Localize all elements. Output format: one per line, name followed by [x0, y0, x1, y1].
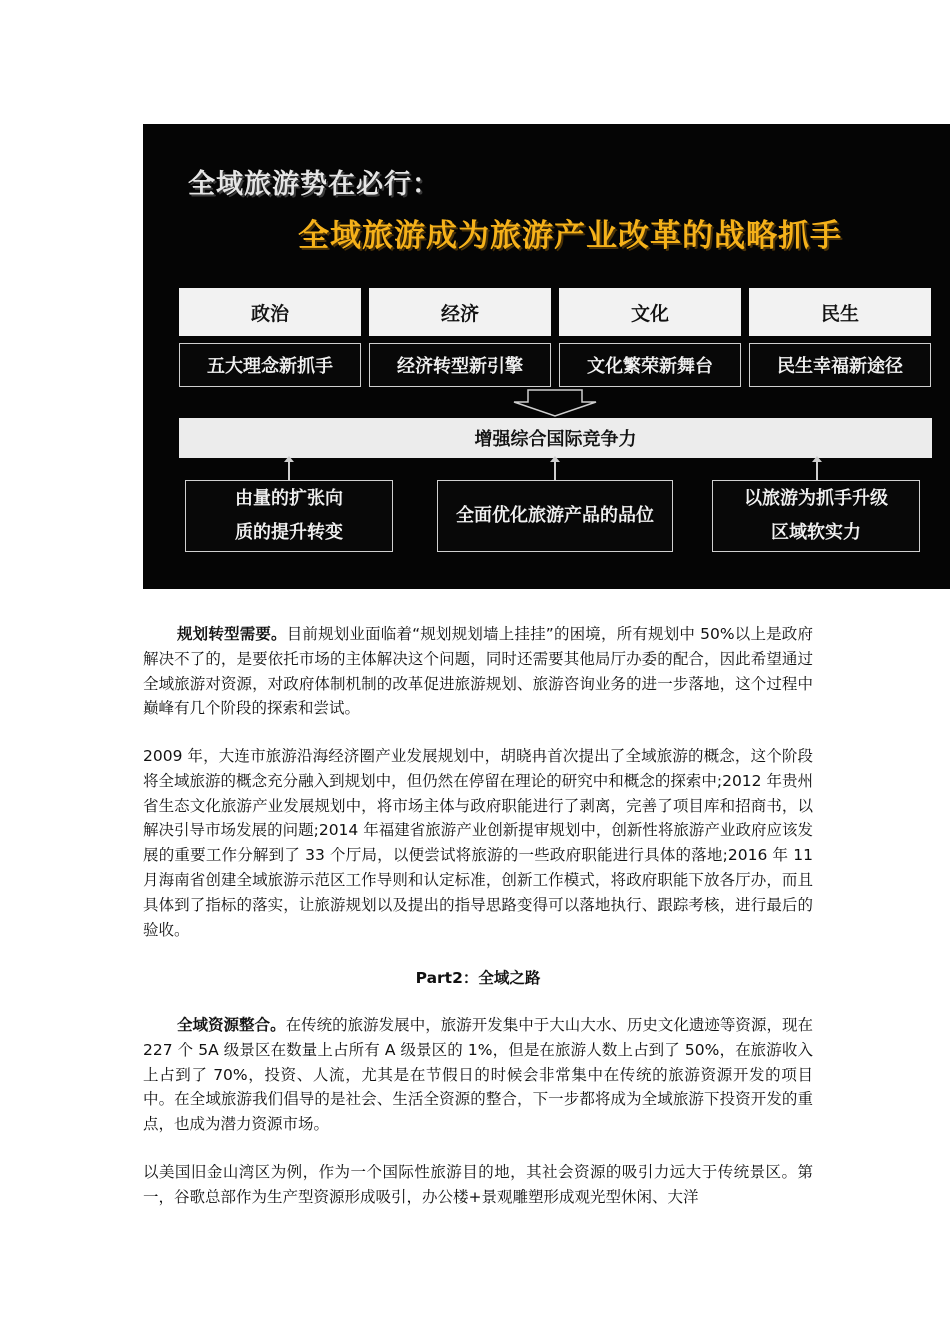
paragraph-lead: 规划转型需要。 — [177, 625, 287, 643]
goal-box-product — [437, 480, 673, 552]
goal-box-line: 以旅游为抓手升级 — [744, 488, 888, 509]
category-economy: 经济 — [369, 288, 551, 336]
paragraph-lead: 全域资源整合。 — [177, 1016, 286, 1034]
paragraph-text: 目前规划业面临着“规划规划墙上挂挂”的困境，所有规划中 50%以上是政府解决不了的，是要依托市场的主体解决这个问题，同时还需要其他局厅办委的配合，因此希望通过全域旅游对资源，对政府体制机制的改革促进旅游规划、旅游咨询业务的进一步落地，这个过程中巅峰有几个阶段的探索和尝试。 — [143, 625, 813, 718]
category-culture: 文化 — [559, 288, 741, 336]
section-heading: Part2：全域之路 — [415, 969, 541, 987]
paragraph-planning — [143, 622, 813, 721]
goal-box-soft-power — [712, 480, 920, 552]
up-arrow-icon — [816, 460, 818, 480]
category-livelihood: 民生 — [749, 288, 931, 336]
subtitle-box-culture: 文化繁荣新舞台 — [559, 343, 741, 387]
paragraph-text: 在传统的旅游发展中，旅游开发集中于大山大水、历史文化遗迹等资源，现在 227 个 5A 级景区在数量上占所有 A 级景区的 1%，但是在旅游人数上占到了 50%，在旅游收入上占到了 70%，投资、人流，尤其是在节假日的时候会非常集中在传统的旅游资源开发的项目中。在全域旅游我们倡导的是社会、生活全资源的整合，下一步都将成为全域旅游下投资开发的重点，也成为潜力资源市场。 — [143, 1016, 813, 1134]
goal-box-line: 区域软实力 — [771, 522, 861, 543]
subtitle-box-economy: 经济转型新引擎 — [369, 343, 551, 387]
down-arrow-icon — [510, 388, 600, 418]
goal-box-quality — [185, 480, 393, 552]
paragraph-resources — [143, 1013, 813, 1137]
goal-box-line: 由量的扩张向 — [235, 488, 343, 509]
competitiveness-bar: 增强综合国际竞争力 — [179, 418, 932, 458]
up-arrow-icon — [554, 460, 556, 480]
category-politics: 政治 — [179, 288, 361, 336]
goal-box-line: 全面优化旅游产品的品位 — [456, 505, 654, 526]
slide-image — [143, 124, 950, 589]
up-arrow-icon — [288, 460, 290, 480]
slide-subtitle: 全域旅游成为旅游产业改革的战略抓手 — [298, 218, 842, 254]
subtitle-box-politics: 五大理念新抓手 — [179, 343, 361, 387]
paragraph-example: 以美国旧金山湾区为例，作为一个国际性旅游目的地，其社会资源的吸引力远大于传统景区。第一，谷歌总部作为生产型资源形成吸引，办公楼+景观雕塑形成观光型休闲、大洋 — [143, 1163, 813, 1206]
goal-box-line: 质的提升转变 — [235, 522, 343, 543]
paragraph-history: 2009 年，大连市旅游沿海经济圈产业发展规划中，胡晓冉首次提出了全域旅游的概念，这个阶段将全域旅游的概念充分融入到规划中，但仍然在停留在理论的研究中和概念的探索中;2012 年贵州省生态文化旅游产业发展规划中，将市场主体与政府职能进行了剥离，完善了项目库和招商书，以解决引导市场发展的问题;2014 年福建省旅游产业创新提审规划中，创新性将旅游产业政府应该发展的重要工作分解到了 33 个厅局，以便尝试将旅游的一些政府职能进行具体的落地;2016 年 11 月海南省创建全域旅游示范区工作导则和认定标准，创新工作模式，将政府职能下放各厅办，而且具体到了指标的落实，让旅游规划以及提出的指导思路变得可以落地执行、跟踪考核，进行最后的验收。 — [143, 747, 813, 939]
subtitle-box-livelihood: 民生幸福新途径 — [749, 343, 931, 387]
slide-title: 全域旅游势在必行： — [188, 169, 440, 200]
